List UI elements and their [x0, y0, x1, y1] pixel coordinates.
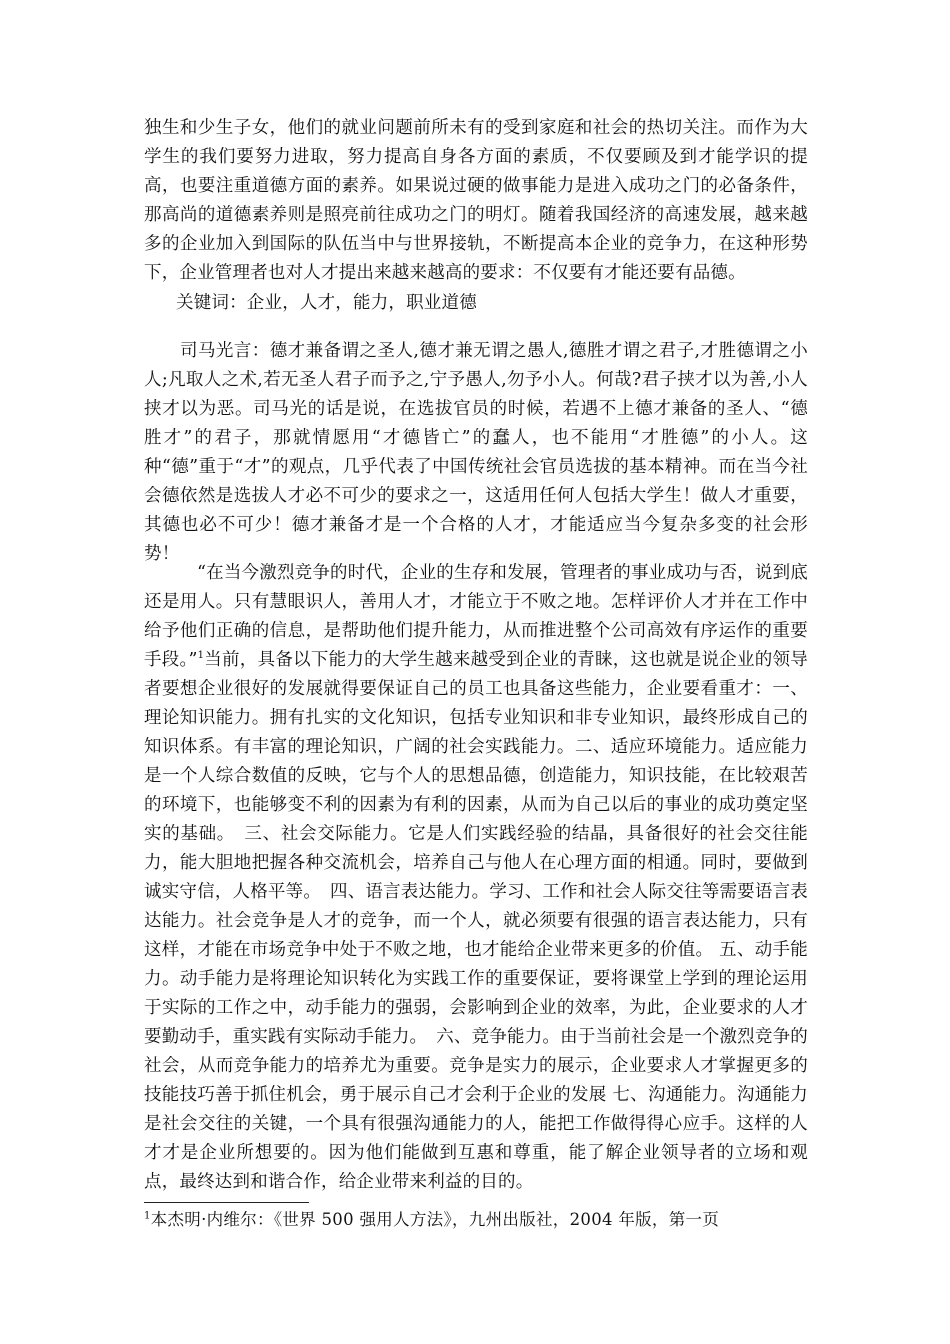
footnote-mark: 1 — [144, 1210, 151, 1222]
footnote — [144, 1208, 808, 1232]
abstract-paragraph: 独生和少生子女，他们的就业问题前所未有的受到家庭和社会的热切关注。而作为大学生的我们要努力进取，努力提高自身各方面的素质，不仅要顾及到才能学识的提高，也要注重道德方面的素养。如果说过硬的做事能力是进入成功之门的必备条件，那高尚的道德素养则是照亮前往成功之门的明灯。随着我国经济的高速发展，越来越多的企业加入到国际的队伍当中与世界接轨，不断提高本企业的竞争力，在这种形势下，企业管理者也对人才提出来越来越高的要求：不仅要有才能还要有品德。 — [144, 118, 808, 283]
footnote-separator — [144, 1202, 309, 1203]
keywords-line: 关键词：企业，人才，能力，职业道德 — [176, 293, 477, 313]
body-paragraph-sima-guang: 司马光言：德才兼备谓之圣人,德才兼无谓之愚人,德胜才谓之君子,才胜德谓之小人;凡取人之术,若无圣人君子而予之,宁予愚人,勿予小人。何哉?君子挟才以为善,小人挟才以为恶。司马光的话是说，在选拔官员的时候，若遇不上德才兼备的圣人、“德胜才”的君子，那就情愿用“才德皆亡”的蠢人，也不能用“才胜德”的小人。这种“德”重于“才”的观点，几乎代表了中国传统社会官员选拔的基本精神。而在当今社会德依然是选拔人才必不可少的要求之一，这适用任何人包括大学生！做人才重要，其德也必不可少！德才兼备才是一个合格的人才，才能适应当今复杂多变的社会形势！ — [144, 341, 808, 564]
abilities-text: 当前，具备以下能力的大学生越来越受到企业的青睐，这也就是说企业的领导者要想企业很好的发展就得要保证自己的员工也具备这些能力，企业要看重才：一、理论知识能力。拥有扎实的文化知识，包括专业知识和非专业知识，最终形成自己的知识体系。有丰富的理论知识，广阔的社会实践能力。二、适应环境能力。适应能力是一个人综合数值的反映，它与个人的思想品德，创造能力，知识技能，在比较艰苦的环境下，也能够变不利的因素为有利的因素，从而为自己以后的事业的成功奠定坚实的基础。 三、社会交际能力。它是人们实践经验的结晶，具备很好的社会交往能力，能大胆地把握各种交流机会，培养自己与他人在心理方面的相通。同时，要做到诚实守信，人格平等。 四、语言表达能力。学习、工作和社会人际交往等需要语言表达能力。社会竞争是人才的竞争，而一个人，就必须要有很强的语言表达能力，只有这样，才能在市场竞争中处于不败之地，也才能给企业带来更多的价值。 五、动手能力。动手能力是将理论知识转化为实践工作的重要保证，要将课堂上学到的理论运用于实际的工作之中，动手能力的强弱，会影响到企业的效率，为此，企业要求的人才要勤动手，重实践有实际动手能力。 六、竞争能力。由于当前社会是一个激烈竞争的社会，从而竞争能力的培养尤为重要。竞争是实力的展示，企业要求人才掌握更多的技能技巧善于抓住机会，勇于展示自己才会利于企业的发展 七、沟通能力。沟通能力是社会交往的关键，一个具有很强沟通能力的人，能把工作做得得心应手。这样的人才才是企业所想要的。因为他们能做到互惠和尊重，能了解企业领导者的立场和观点，最终达到和谐合作，给企业带来利益的目的。 — [144, 650, 808, 1192]
body-paragraph-abilities — [144, 559, 808, 1197]
footnote-text: 本杰明·内维尔：《世界 500 强用人方法》，九州出版社，2004 年版，第一页 — [150, 1210, 720, 1229]
quoted-passage: “在当今激烈竞争的时代，企业的生存和发展，管理者的事业成功与否，说到底还是用人。只有慧眼识人，善用人才，才能立于不败之地。怎样评价人才并在工作中给予他们正确的信息，是帮助他们提升能力，从而推进整个公司高效有序运作的重要手段。” — [144, 563, 808, 670]
footnote-reference[interactable]: 1 — [197, 650, 205, 662]
